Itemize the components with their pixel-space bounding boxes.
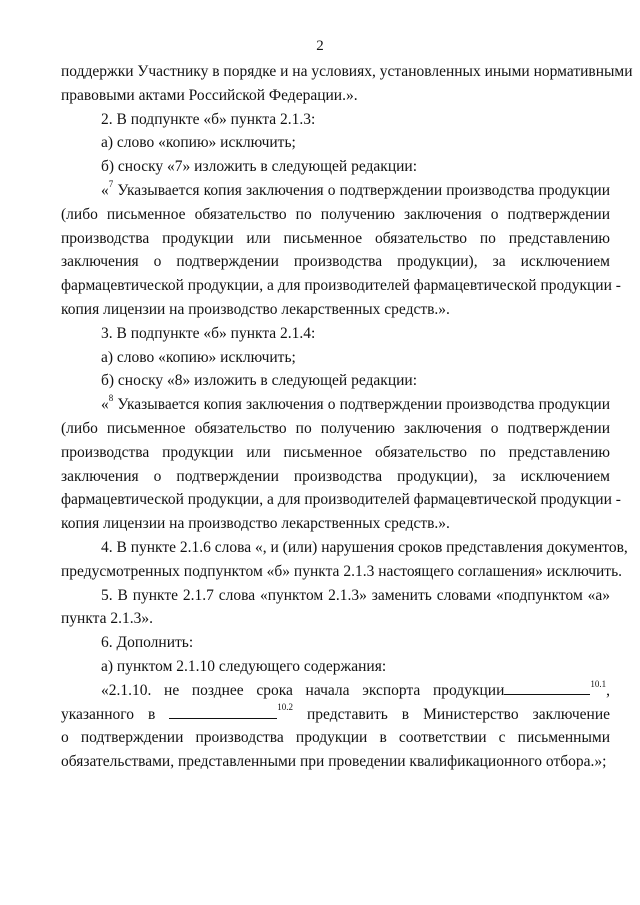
footnote-7-text bbox=[61, 179, 610, 203]
text-line: производства продукции или письменное обязательство по представлению bbox=[61, 229, 610, 247]
text-line bbox=[61, 703, 610, 727]
text-line: копия лицензии на производство лекарственных средств.». bbox=[61, 515, 450, 533]
text-line: (либо письменное обязательство по получению заключения о подтверждении bbox=[61, 205, 610, 223]
text-line: фармацевтической продукции, а для производителей фармацевтической продукции - bbox=[61, 277, 621, 295]
footnote-marker-10-1: 10.1 bbox=[590, 678, 607, 689]
footnote-8-text bbox=[61, 393, 610, 417]
footnote-marker-8: 8 bbox=[108, 393, 114, 403]
text-line: а) слово «копию» исключить; bbox=[101, 348, 296, 366]
footnote-marker-7: 7 bbox=[108, 178, 114, 189]
text-line: предусмотренных подпунктом «б» пункта 2.1.3 настоящего соглашения» исключить. bbox=[61, 562, 623, 580]
paragraph-item-3: 3. В подпункте «б» пункта 2.1.4: bbox=[101, 324, 316, 342]
text-line: обязательствами, представленными при проведении квалификационного отбора.»; bbox=[61, 753, 607, 771]
paragraph-item-6: 6. Дополнить: bbox=[101, 634, 194, 652]
text-line: пункта 2.1.3». bbox=[61, 610, 154, 628]
footnote-marker-10-2: 10.2 bbox=[277, 702, 294, 713]
text-line: а) слово «копию» исключить; bbox=[101, 134, 296, 152]
text-line: (либо письменное обязательство по получению заключения о подтверждении bbox=[61, 419, 610, 437]
text-line: б) сноску «8» изложить в следующей редакции: bbox=[101, 372, 418, 390]
blank-field bbox=[504, 680, 590, 695]
text-line: поддержки Участнику в порядке и на условиях, установленных иными нормативными bbox=[61, 63, 633, 80]
text-line: копия лицензии на производство лекарственных средств.». bbox=[61, 300, 450, 318]
text-line: фармацевтической продукции, а для производителей фармацевтической продукции - bbox=[61, 491, 621, 509]
quote-open: « bbox=[101, 396, 109, 414]
text-line: заключения о подтверждении производства продукции), за исключением bbox=[61, 253, 610, 271]
text-fragment: «2.1.10. не позднее срока начала экспорта продукции bbox=[101, 681, 505, 699]
document-body bbox=[61, 60, 633, 774]
text-line: производства продукции или письменное обязательство по представлению bbox=[61, 443, 610, 461]
page-number: 2 bbox=[316, 38, 324, 54]
paragraph-item-4: 4. В пункте 2.1.6 слова «, и (или) нарушения сроков представления документов, bbox=[101, 538, 628, 556]
paragraph-item-2: 2. В подпункте «б» пункта 2.1.3: bbox=[101, 110, 316, 128]
text-line: а) пунктом 2.1.10 следующего содержания: bbox=[101, 657, 387, 675]
text-fragment: Указывается копия заключения о подтверждении производства продукции bbox=[117, 181, 611, 199]
comma: , bbox=[606, 681, 610, 699]
blank-field bbox=[169, 704, 277, 719]
quote-open: « bbox=[101, 181, 109, 199]
clause-2-1-10 bbox=[61, 679, 610, 703]
text-fragment: Указывается копия заключения о подтверждении производства продукции bbox=[117, 396, 611, 414]
paragraph-item-5: 5. В пункте 2.1.7 слова «пунктом 2.1.3» заменить словами «подпунктом «а» bbox=[101, 586, 610, 604]
text-line: заключения о подтверждении производства продукции), за исключением bbox=[61, 467, 610, 485]
text-line: правовыми актами Российской Федерации.». bbox=[61, 86, 358, 104]
text-fragment: указанного в bbox=[61, 705, 156, 723]
text-line: б) сноску «7» изложить в следующей редакции: bbox=[101, 158, 418, 176]
text-line: о подтверждении производства продукции в соответствии с письменными bbox=[61, 729, 610, 747]
text-fragment: представить в Министерство заключение bbox=[307, 705, 611, 723]
